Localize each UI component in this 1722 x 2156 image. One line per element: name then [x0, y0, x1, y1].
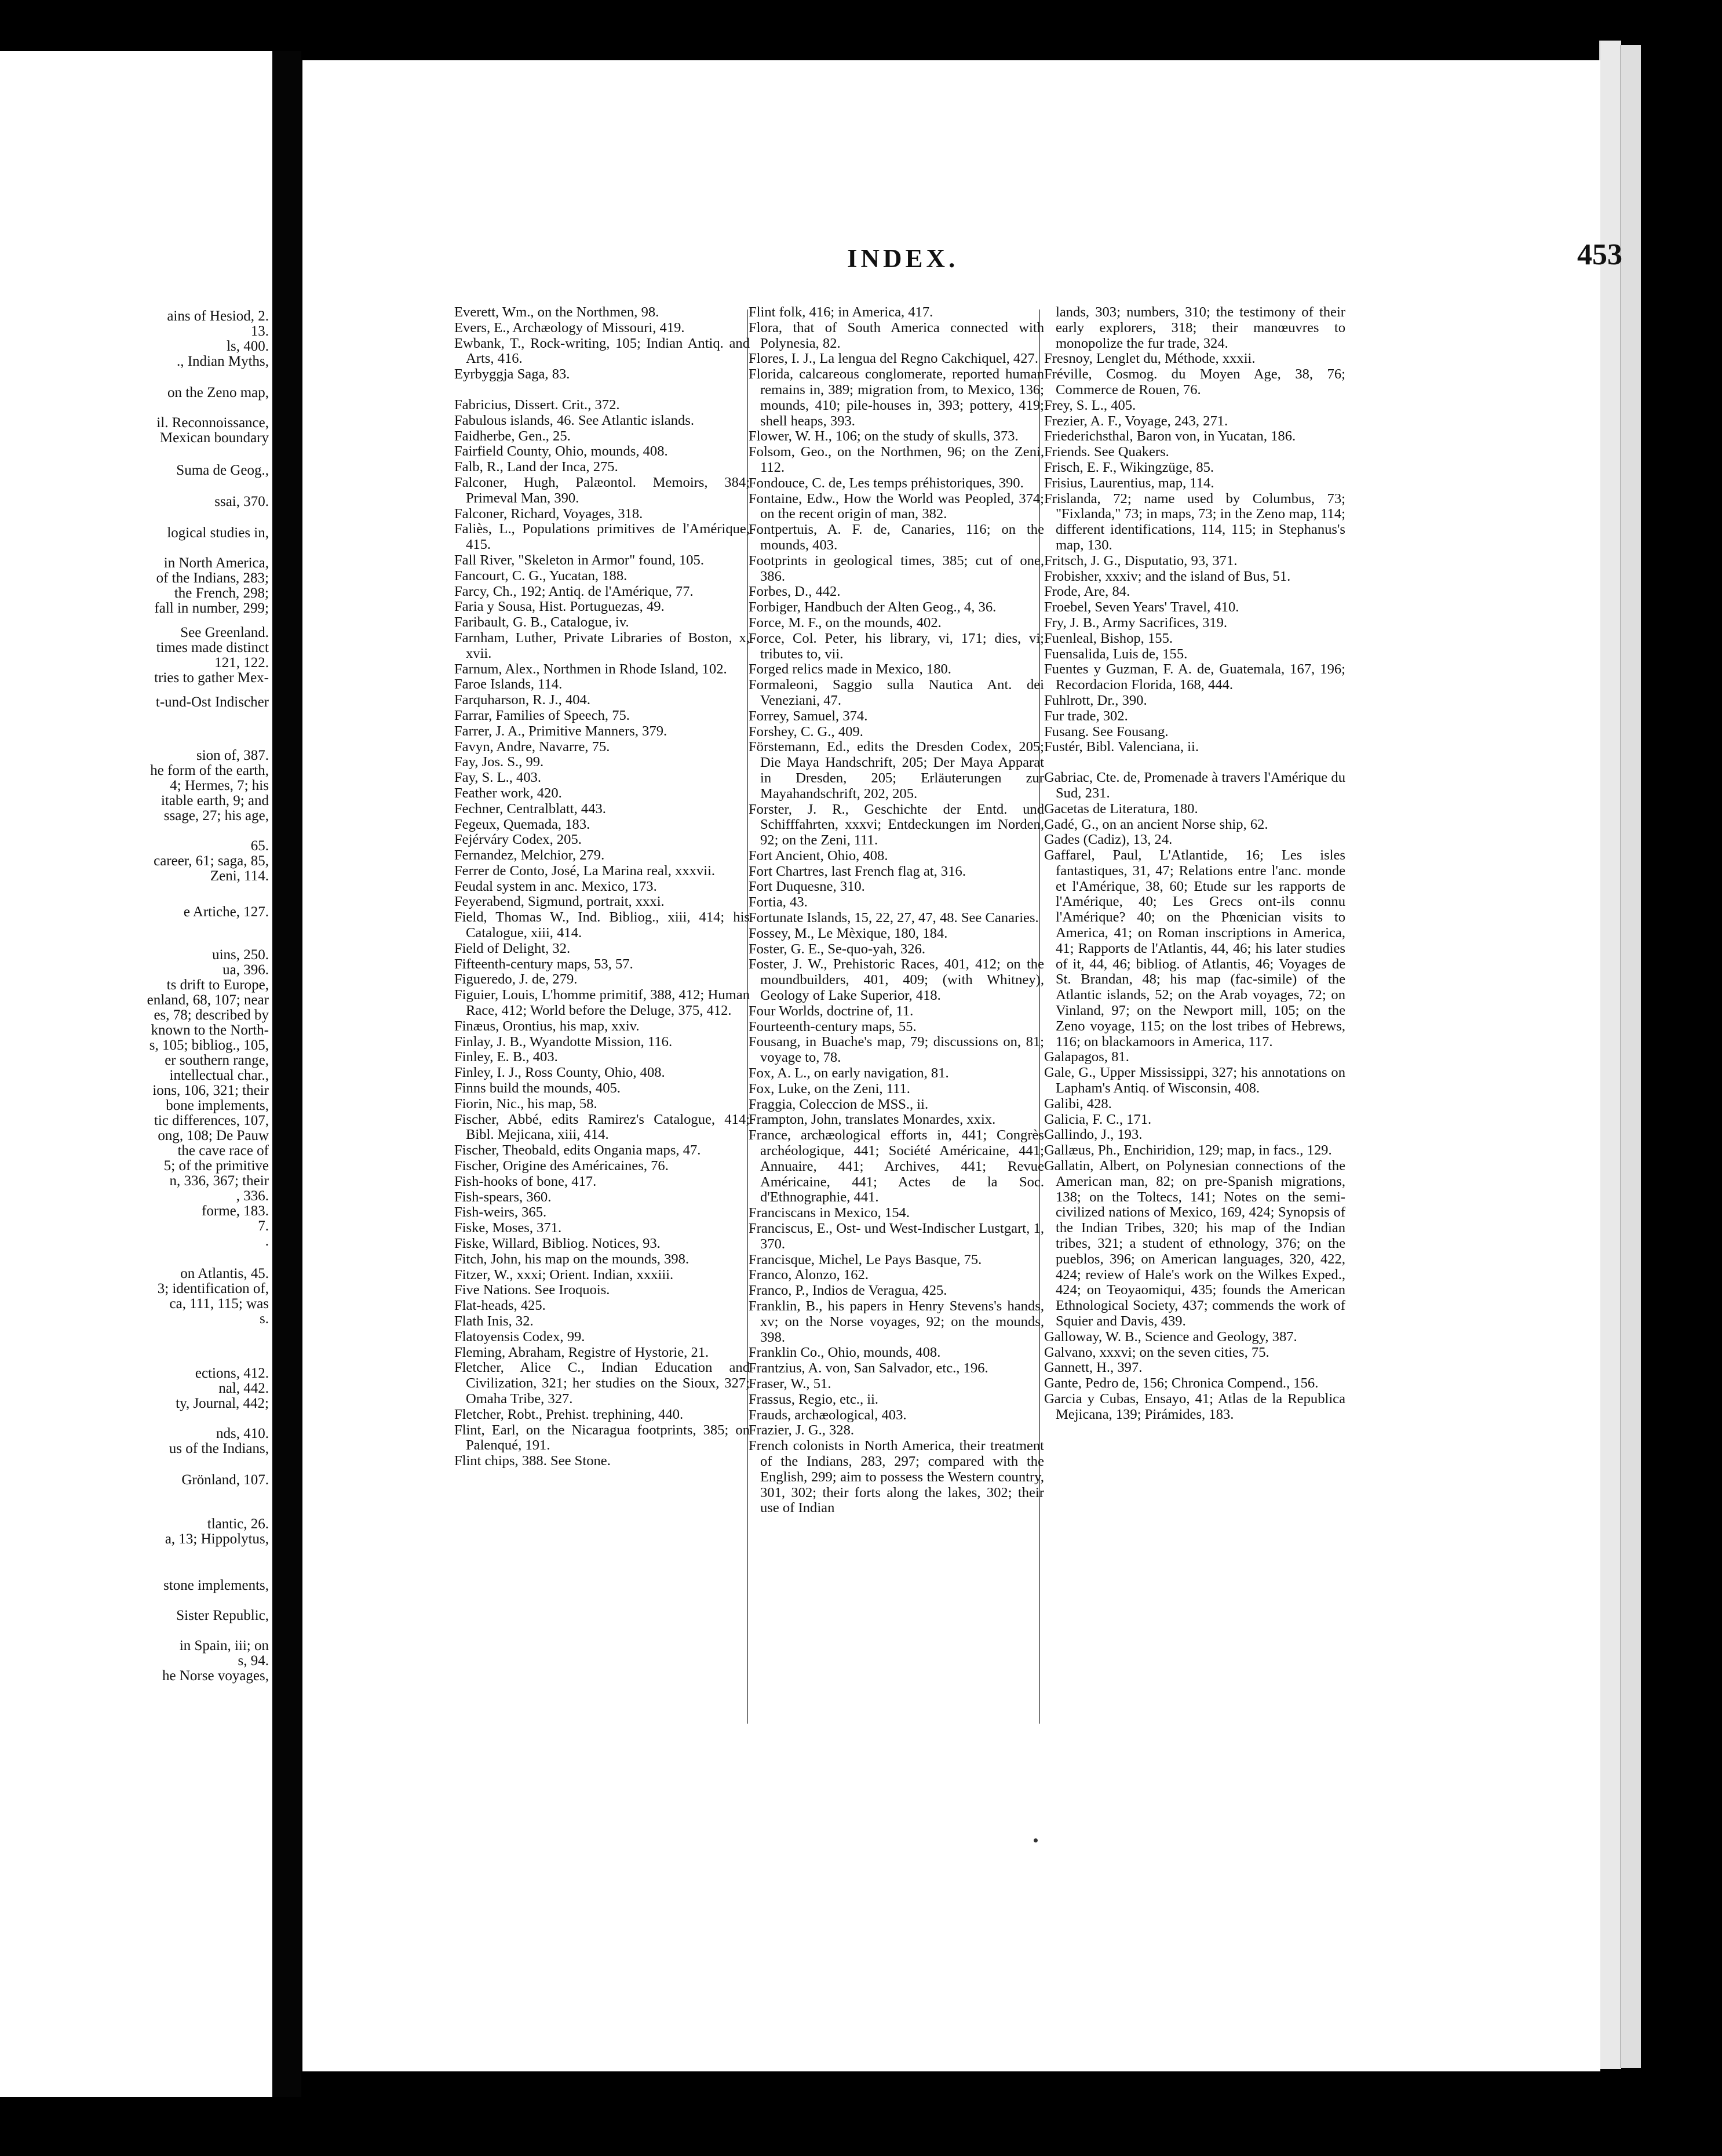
- left-page-line: t-und-Ost Indischer: [155, 694, 269, 710]
- index-entry: French colonists in North America, their treatment of the Indians, 283, 297; compared with the English, 299; aim to possess the Western country, 301, 302; their forts along the lakes, 302; their use of Indian: [749, 1438, 1044, 1516]
- index-entry: Finley, E. B., 403.: [454, 1049, 558, 1065]
- index-entry: lands, 303; numbers, 310; the testimony of their early explorers, 318; their manœuvres to monopolize the fur trade, 324.: [1056, 304, 1345, 351]
- left-page-line: tlantic, 26.: [207, 1516, 269, 1532]
- index-entry: Fletcher, Alice C., Indian Education and Civilization, 321; her studies on the Sioux, 327; Omaha Tribe, 327.: [454, 1360, 750, 1407]
- index-entry: Force, M. F., on the mounds, 402.: [749, 614, 942, 631]
- page-edge: [1599, 41, 1621, 2069]
- left-page-line: ts drift to Europe,: [166, 977, 269, 993]
- index-entry: Fuenleal, Bishop, 155.: [1044, 630, 1173, 646]
- index-entry: Fechner, Centralblatt, 443.: [454, 800, 606, 817]
- index-entry: Eyrbyggja Saga, 83.: [454, 366, 570, 383]
- index-entry: Fiorin, Nic., his map, 58.: [454, 1095, 597, 1112]
- index-entry: Finley, I. J., Ross County, Ohio, 408.: [454, 1065, 665, 1081]
- index-entry: Florida, calcareous conglomerate, reported human remains in, 389; migration from, to Mexico, 136; mounds, 410; pile-houses in, 393; pottery, 419; shell heaps, 393.: [749, 366, 1044, 429]
- left-page-line: Mexican boundary: [159, 430, 269, 446]
- left-page-line: on the Zeno map,: [167, 385, 269, 400]
- index-entry: Figueredo, J. de, 279.: [454, 971, 578, 988]
- index-entry: Frey, S. L., 405.: [1044, 397, 1136, 413]
- index-entry: Galicia, F. C., 171.: [1044, 1111, 1152, 1127]
- left-page-line: 4; Hermes, 7; his: [170, 778, 269, 793]
- index-entry: Fejérváry Codex, 205.: [454, 832, 582, 848]
- left-page-line: 13.: [250, 323, 269, 339]
- index-entry: Fondouce, C. de, Les temps préhistoriques, 390.: [749, 475, 1024, 491]
- left-page-line: ains of Hesiod, 2.: [167, 308, 269, 324]
- left-page-line: Zeni, 114.: [210, 868, 269, 884]
- index-entry: Forrey, Samuel, 374.: [749, 708, 868, 724]
- index-entry: France, archæological efforts in, 441; Congrès archéologique, 441; Société Américaine, 441; Annuaire, 441; Archives, 441; Revue Américaine, 441; Actes de la Soc. d'Ethnographie, 441.: [749, 1127, 1044, 1206]
- index-entry: Frezier, A. F., Voyage, 243, 271.: [1044, 413, 1228, 429]
- index-entry: Frislanda, 72; name used by Columbus, 73; "Fixlanda," 73; in maps, 73; in the Zeno map, 114; different identifications, 114, 115; in Stephanus's map, 130.: [1044, 490, 1345, 553]
- index-entry: Fischer, Origine des Américaines, 76.: [454, 1158, 669, 1174]
- index-entry: Fort Chartres, last French flag at, 316.: [749, 863, 966, 879]
- left-page-line: s, 105; bibliog., 105,: [149, 1037, 269, 1053]
- left-page-line: Suma de Geog.,: [176, 462, 269, 478]
- left-page-line: es, 78; described by: [154, 1007, 269, 1023]
- index-column-3: [1044, 305, 1345, 1812]
- index-entry: Faribault, G. B., Catalogue, iv.: [454, 614, 629, 631]
- left-page-line: tic differences, 107,: [154, 1113, 269, 1128]
- running-head: INDEX.: [847, 244, 959, 273]
- index-entry: Farcy, Ch., 192; Antiq. de l'Amérique, 77.: [454, 583, 694, 599]
- page-number: 453: [1577, 238, 1622, 271]
- left-page-line: See Greenland.: [180, 625, 269, 640]
- left-page-line: nds, 410.: [216, 1426, 269, 1441]
- left-page-fragment: [0, 51, 272, 2097]
- index-entry: Flatoyensis Codex, 99.: [454, 1328, 585, 1345]
- index-entry: Gannett, H., 397.: [1044, 1360, 1143, 1376]
- left-page-line: ca, 111, 115; was: [169, 1296, 269, 1312]
- index-entry: Fleming, Abraham, Registre of Hystorie, 21.: [454, 1344, 709, 1360]
- index-entry: Frantzius, A. von, San Salvador, etc., 196.: [749, 1360, 988, 1376]
- index-column-2: [749, 305, 1044, 1812]
- index-entry: Finlay, J. B., Wyandotte Mission, 116.: [454, 1033, 673, 1050]
- index-entry: Flint folk, 416; in America, 417.: [749, 304, 933, 320]
- index-entry: Everett, Wm., on the Northmen, 98.: [454, 304, 659, 320]
- index-entry: Fuensalida, Luis de, 155.: [1044, 646, 1188, 662]
- index-entry: Franciscans in Mexico, 154.: [749, 1205, 910, 1221]
- index-entry: Frode, Are, 84.: [1044, 584, 1130, 600]
- index-entry: Flath Inis, 32.: [454, 1313, 534, 1329]
- index-entry: Ewbank, T., Rock-writing, 105; Indian Antiq. and Arts, 416.: [454, 335, 750, 367]
- index-entry: Fréville, Cosmog. du Moyen Age, 38, 76; Commerce de Rouen, 76.: [1044, 366, 1345, 398]
- index-entry: Frassus, Regio, etc., ii.: [749, 1391, 879, 1407]
- index-entry: Feudal system in anc. Mexico, 173.: [454, 878, 657, 894]
- index-entry: Fish-weirs, 365.: [454, 1204, 547, 1221]
- index-entry: Frazier, J. G., 328.: [749, 1422, 855, 1438]
- index-entry: Four Worlds, doctrine of, 11.: [749, 1003, 914, 1019]
- left-page-line: nal, 442.: [218, 1381, 269, 1396]
- left-page-line: ty, Journal, 442;: [176, 1396, 269, 1411]
- index-entry: Galloway, W. B., Science and Geology, 387.: [1044, 1328, 1297, 1345]
- left-page-line: 7.: [258, 1218, 269, 1234]
- index-entry: Forshey, C. G., 409.: [749, 723, 863, 740]
- index-entry: Fischer, Theobald, edits Ongania maps, 47.: [454, 1142, 701, 1159]
- index-entry: Five Nations. See Iroquois.: [454, 1282, 610, 1298]
- index-entry: Francisque, Michel, Le Pays Basque, 75.: [749, 1251, 982, 1268]
- index-entry: Galapagos, 81.: [1044, 1049, 1129, 1065]
- index-entry: Gades (Cadiz), 13, 24.: [1044, 832, 1173, 848]
- index-entry: Foster, G. E., Se-quo-yah, 326.: [749, 941, 926, 957]
- index-entry: Farrer, J. A., Primitive Manners, 379.: [454, 723, 667, 739]
- index-entry: Fairfield County, Ohio, mounds, 408.: [454, 443, 668, 460]
- index-entry: Fuentes y Guzman, F. A. de, Guatemala, 167, 196; Recordacion Florida, 168, 444.: [1044, 661, 1345, 693]
- index-entry: Falconer, Richard, Voyages, 318.: [454, 505, 643, 522]
- index-entry: Gacetas de Literatura, 180.: [1044, 800, 1198, 817]
- index-entry: Favyn, Andre, Navarre, 75.: [454, 738, 610, 755]
- index-entry: Gaffarel, Paul, L'Atlantide, 16; Les isles fantastiques, 31, 47; Relations entre l'anc. monde et l'Amérique, 38, 60; Etude sur les rapports de l'Amérique, 40; Les Grecs ont-ils connu l'Amérique? 40; on the Phœnician visits to America, 41; on Roman inscriptions in America, 41; Rapports de l'Atlantis, 44, 46; his later studies of it, 44, 46; bibliog. of Atlantis, 46; Voyages de St. Brandan, 48; his map (fac-simile) of the Atlantic islands, 52; on the Arab voyages, 72; on Vinland, 97; on the Newport mill, 105; on the Zeno voyage, 115; on the lost tribes of Hebrews, 116; on blackamoors in America, 117.: [1044, 847, 1345, 1050]
- index-entry: Franco, Alonzo, 162.: [749, 1267, 869, 1283]
- index-entry: Fusang. See Fousang.: [1044, 723, 1169, 740]
- left-page-line: ssai, 370.: [214, 494, 269, 509]
- left-page-line: times made distinct: [156, 640, 269, 655]
- left-page-line: in Spain, iii; on: [179, 1638, 269, 1654]
- left-page-line: he Norse voyages,: [162, 1668, 269, 1684]
- index-entry: Farnham, Luther, Private Libraries of Boston, x, xvii.: [454, 629, 750, 661]
- index-entry: Fortia, 43.: [749, 894, 808, 911]
- left-page-line: known to the North-: [151, 1022, 269, 1038]
- index-entry: Fegeux, Quemada, 183.: [454, 816, 590, 832]
- index-entry: Flores, I. J., La lengua del Regno Cakchiquel, 427.: [749, 351, 1038, 367]
- index-entry: Field of Delight, 32.: [454, 940, 571, 956]
- index-entry: Frisch, E. F., Wikingzüge, 85.: [1044, 459, 1214, 475]
- left-page-line: logical studies in,: [167, 525, 269, 541]
- left-page-line: ions, 106, 321; their: [152, 1083, 269, 1098]
- index-entry: Franklin, B., his papers in Henry Stevens's hands, xv; on the Norse voyages, 92; on the mounds, 398.: [749, 1298, 1044, 1345]
- left-page-line: , 336.: [236, 1188, 269, 1204]
- left-page-line: enland, 68, 107; near: [147, 992, 269, 1008]
- left-page-line: Grönland, 107.: [181, 1472, 269, 1488]
- index-entry: Fossey, M., Le Mèxique, 180, 184.: [749, 925, 948, 941]
- left-page-line: on Atlantis, 45.: [180, 1266, 269, 1281]
- left-page-line: 3; identification of,: [157, 1281, 269, 1296]
- left-page-line: ua, 396.: [222, 962, 269, 978]
- index-entry: Fort Ancient, Ohio, 408.: [749, 847, 888, 864]
- ink-dot: [1034, 1838, 1038, 1842]
- left-page-line: er southern range,: [165, 1052, 269, 1068]
- left-page-line: sion of, 387.: [196, 748, 269, 763]
- index-entry: Franco, P., Indios de Veragua, 425.: [749, 1283, 947, 1299]
- index-entry: Fitch, John, his map on the mounds, 398.: [454, 1251, 689, 1267]
- index-entry: Fraggia, Coleccion de MSS., ii.: [749, 1096, 929, 1112]
- left-page-line: e Artiche, 127.: [183, 904, 269, 920]
- index-entry: Fletcher, Robt., Prehist. trephining, 440.: [454, 1406, 684, 1422]
- index-entry: Folsom, Geo., on the Northmen, 96; on the Zeni, 112.: [749, 444, 1044, 475]
- left-page-line: forme, 183.: [202, 1203, 269, 1219]
- index-entry: Fish-spears, 360.: [454, 1189, 552, 1205]
- left-page-line: the cave race of: [177, 1143, 269, 1159]
- index-entry: Fischer, Abbé, edits Ramirez's Catalogue, 414; Bibl. Mejicana, xiii, 414.: [454, 1111, 750, 1143]
- index-entry: Frauds, archæological, 403.: [749, 1407, 907, 1423]
- index-entry: Fiske, Willard, Bibliog. Notices, 93.: [454, 1236, 661, 1252]
- index-entry: Figuier, Louis, L'homme primitif, 388, 412; Human Race, 412; World before the Deluge, 375, 412.: [454, 987, 750, 1019]
- index-entry: Friends. See Quakers.: [1044, 444, 1169, 460]
- index-entry: Frisius, Laurentius, map, 114.: [1044, 475, 1214, 491]
- left-page-line: bone implements,: [166, 1098, 269, 1113]
- index-entry: Gale, G., Upper Mississippi, 327; his annotations on Lapham's Antiq. of Wisconsin, 408.: [1044, 1065, 1345, 1097]
- index-entry: Finæus, Orontius, his map, xxiv.: [454, 1018, 640, 1034]
- index-entry: Fustér, Bibl. Valenciana, ii.: [1044, 739, 1199, 755]
- left-page-line: intellectual char.,: [169, 1068, 269, 1083]
- index-entry: Fish-hooks of bone, 417.: [454, 1173, 597, 1189]
- index-entry: Fitzer, W., xxxi; Orient. Indian, xxxiii.: [454, 1266, 674, 1283]
- index-entry: Frampton, John, translates Monardes, xxix.: [749, 1112, 996, 1128]
- left-page-line: itable earth, 9; and: [160, 793, 269, 808]
- index-entry: Foster, J. W., Prehistoric Races, 401, 412; on the moundbuilders, 401, 409; (with Whitney), Geology of Lake Superior, 418.: [749, 956, 1044, 1004]
- index-entry: Faidherbe, Gen., 25.: [454, 428, 571, 444]
- index-entry: Fay, Jos. S., 99.: [454, 754, 544, 770]
- left-page-line: career, 61; saga, 85,: [154, 853, 269, 869]
- index-entry: Flint chips, 388. See Stone.: [454, 1453, 611, 1469]
- index-entry: Fortunate Islands, 15, 22, 27, 47, 48. See Canaries.: [749, 910, 1039, 926]
- index-entry: Galibi, 428.: [1044, 1095, 1112, 1112]
- index-entry: Forster, J. R., Geschichte der Entd. und Schifffahrten, xxxvi; Entdeckungen im Norden, 92; on the Zeni, 111.: [749, 801, 1044, 848]
- index-entry: Fur trade, 302.: [1044, 708, 1128, 724]
- index-entry: Ferrer de Conto, José, La Marina real, xxxvii.: [454, 862, 716, 879]
- left-page-line: a, 13; Hippolytus,: [165, 1531, 269, 1547]
- index-entry: Farquharson, R. J., 404.: [454, 692, 590, 708]
- index-entry: Fiske, Moses, 371.: [454, 1220, 562, 1236]
- left-page-line: s.: [260, 1311, 269, 1327]
- index-entry: Fox, Luke, on the Zeni, 111.: [749, 1080, 910, 1097]
- index-entry: Fabricius, Dissert. Crit., 372.: [454, 396, 620, 413]
- index-entry: Franciscus, E., Ost- und West-Indischer Lustgart, 1, 370.: [749, 1221, 1044, 1252]
- left-page-line: of the Indians, 283;: [156, 570, 269, 586]
- index-entry: Fort Duquesne, 310.: [749, 879, 865, 895]
- index-page: [302, 60, 1622, 2071]
- index-entry: Gallæus, Ph., Enchiridion, 129; map, in facs., 129.: [1044, 1142, 1332, 1159]
- index-entry: Gadé, G., on an ancient Norse ship, 62.: [1044, 816, 1268, 832]
- index-entry: Flower, W. H., 106; on the study of skulls, 373.: [749, 428, 1019, 445]
- index-entry: Gabriac, Cte. de, Promenade à travers l'Amérique du Sud, 231.: [1044, 770, 1345, 801]
- index-entry: Falb, R., Land der Inca, 275.: [454, 459, 618, 475]
- index-entry: Fontpertuis, A. F. de, Canaries, 116; on the mounds, 403.: [749, 522, 1044, 553]
- index-entry: Flint, Earl, on the Nicaragua footprints, 385; on Palenqué, 191.: [454, 1422, 750, 1454]
- left-page-line: ong, 108; De Pauw: [158, 1128, 269, 1143]
- index-entry: Fourteenth-century maps, 55.: [749, 1018, 917, 1035]
- index-entry: Fox, A. L., on early navigation, 81.: [749, 1065, 949, 1081]
- index-entry: Fritsch, J. G., Disputatio, 93, 371.: [1044, 552, 1238, 569]
- index-entry: Fernandez, Melchior, 279.: [454, 847, 605, 864]
- book-gutter: [272, 51, 301, 2097]
- index-entry: Forged relics made in Mexico, 180.: [749, 661, 951, 678]
- left-page-line: ssage, 27; his age,: [163, 808, 269, 824]
- page-edge: [1620, 45, 1641, 2068]
- index-entry: Frobisher, xxxiv; and the island of Bus, 51.: [1044, 568, 1291, 584]
- index-entry: Fresnoy, Lenglet du, Méthode, xxxii.: [1044, 351, 1256, 367]
- left-page-line: the French, 298;: [174, 585, 269, 601]
- index-entry: Footprints in geological times, 385; cut of one, 386.: [749, 552, 1044, 584]
- index-entry: Flora, that of South America connected with Polynesia, 82.: [749, 319, 1044, 351]
- index-entry: Gallindo, J., 193.: [1044, 1127, 1143, 1143]
- index-entry: Fall River, "Skeleton in Armor" found, 105.: [454, 552, 705, 568]
- left-page-line: uins, 250.: [212, 947, 269, 963]
- index-column-1: [454, 305, 750, 1812]
- left-page-line: ls, 400.: [227, 338, 269, 354]
- index-entry: Field, Thomas W., Ind. Bibliog., xiii, 414; his Catalogue, xiii, 414.: [454, 909, 750, 941]
- index-entry: Garcia y Cubas, Ensayo, 41; Atlas de la Republica Mejicana, 139; Pirámides, 183.: [1044, 1390, 1345, 1422]
- left-page-line: n, 336, 367; their: [169, 1173, 269, 1189]
- index-entry: Forbiger, Handbuch der Alten Geog., 4, 36.: [749, 599, 997, 616]
- index-entry: Finns build the mounds, 405.: [454, 1080, 621, 1097]
- index-entry: Formaleoni, Saggio sulla Nautica Ant. dei Veneziani, 47.: [749, 677, 1044, 708]
- left-page-line: 5; of the primitive: [163, 1158, 269, 1174]
- index-entry: Falconer, Hugh, Palæontol. Memoirs, 384; Primeval Man, 390.: [454, 474, 750, 506]
- left-page-line: he form of the earth,: [150, 763, 269, 778]
- left-page-line: il. Reconnoissance,: [156, 415, 269, 431]
- index-entry: Feyerabend, Sigmund, portrait, xxxi.: [454, 894, 665, 910]
- index-entry: Feather work, 420.: [454, 785, 562, 801]
- index-entry: Förstemann, Ed., edits the Dresden Codex, 205; Die Maya Handschrift, 205; Der Maya Apparat in Dresden, 205; Erläuterungen zur Mayahandschrift, 202, 205.: [749, 739, 1044, 802]
- left-page-line: s, 94.: [238, 1653, 269, 1669]
- left-page-line: 121, 122.: [214, 655, 269, 671]
- index-entry: Fousang, in Buache's map, 79; discussions on, 81; voyage to, 78.: [749, 1034, 1044, 1066]
- left-page-line: tries to gather Mex-: [154, 670, 269, 686]
- index-entry: Farnum, Alex., Northmen in Rhode Island, 102.: [454, 661, 727, 677]
- index-entry: Evers, E., Archæology of Missouri, 419.: [454, 319, 685, 336]
- index-entry: Faroe Islands, 114.: [454, 676, 563, 693]
- index-entry: Gallatin, Albert, on Polynesian connections of the American man, 82; on pre-Spanish migrations, 138; on the Toltecs, 141; Notes on the semi-civilized nations of Mexico, 169, 424; Synopsis of the Indian Tribes, 320; his map of the Indian tribes, 321; a student of ethnology, 376; on the pueblos, 396; on American languages, 320, 422, 424; review of Hale's work on the Wilkes Exped., 424; on Teoyaomiqui, 435; founds the American Ethnological Society, 437; commends the work of Squier and Davis, 439.: [1044, 1158, 1345, 1329]
- left-page-line: in North America,: [163, 555, 269, 571]
- left-page-line: .: [265, 1233, 269, 1249]
- index-entry: Fry, J. B., Army Sacrifices, 319.: [1044, 614, 1228, 631]
- left-page-line: Sister Republic,: [176, 1608, 269, 1623]
- left-page-line: stone implements,: [163, 1578, 269, 1593]
- index-entry: Faliès, L., Populations primitives de l'Amérique, 415.: [454, 521, 750, 553]
- index-entry: Franklin Co., Ohio, mounds, 408.: [749, 1345, 941, 1361]
- index-entry: Friederichsthal, Baron von, in Yucatan, 186.: [1044, 428, 1296, 445]
- index-entry: Fifteenth-century maps, 53, 57.: [454, 956, 633, 972]
- index-entry: Faria y Sousa, Hist. Portuguezas, 49.: [454, 599, 665, 615]
- index-entry: Froebel, Seven Years' Travel, 410.: [1044, 599, 1239, 616]
- index-entry: Fay, S. L., 403.: [454, 770, 542, 786]
- index-entry: Farrar, Families of Speech, 75.: [454, 707, 630, 723]
- index-entry: Fuhlrott, Dr., 390.: [1044, 692, 1147, 708]
- left-page-line: 65.: [250, 838, 269, 854]
- left-page-line: us of the Indians,: [169, 1441, 269, 1456]
- left-page-line: ections, 412.: [195, 1365, 269, 1381]
- index-entry: Gante, Pedro de, 156; Chronica Compend., 156.: [1044, 1375, 1319, 1392]
- index-entry: Galvano, xxxvi; on the seven cities, 75.: [1044, 1344, 1269, 1360]
- index-entry: Fancourt, C. G., Yucatan, 188.: [454, 567, 627, 584]
- index-entry: Fraser, W., 51.: [749, 1375, 831, 1392]
- index-entry: Fabulous islands, 46. See Atlantic islands.: [454, 412, 694, 428]
- index-entry: Force, Col. Peter, his library, vi, 171; dies, vi; tributes to, vii.: [749, 630, 1044, 662]
- index-entry: Forbes, D., 442.: [749, 584, 841, 600]
- index-entry: Fontaine, Edw., How the World was Peopled, 374; on the recent origin of man, 382.: [749, 490, 1044, 522]
- index-entry: Flat-heads, 425.: [454, 1298, 546, 1314]
- left-page-line: ., Indian Myths,: [176, 354, 269, 369]
- left-page-line: fall in number, 299;: [154, 600, 269, 616]
